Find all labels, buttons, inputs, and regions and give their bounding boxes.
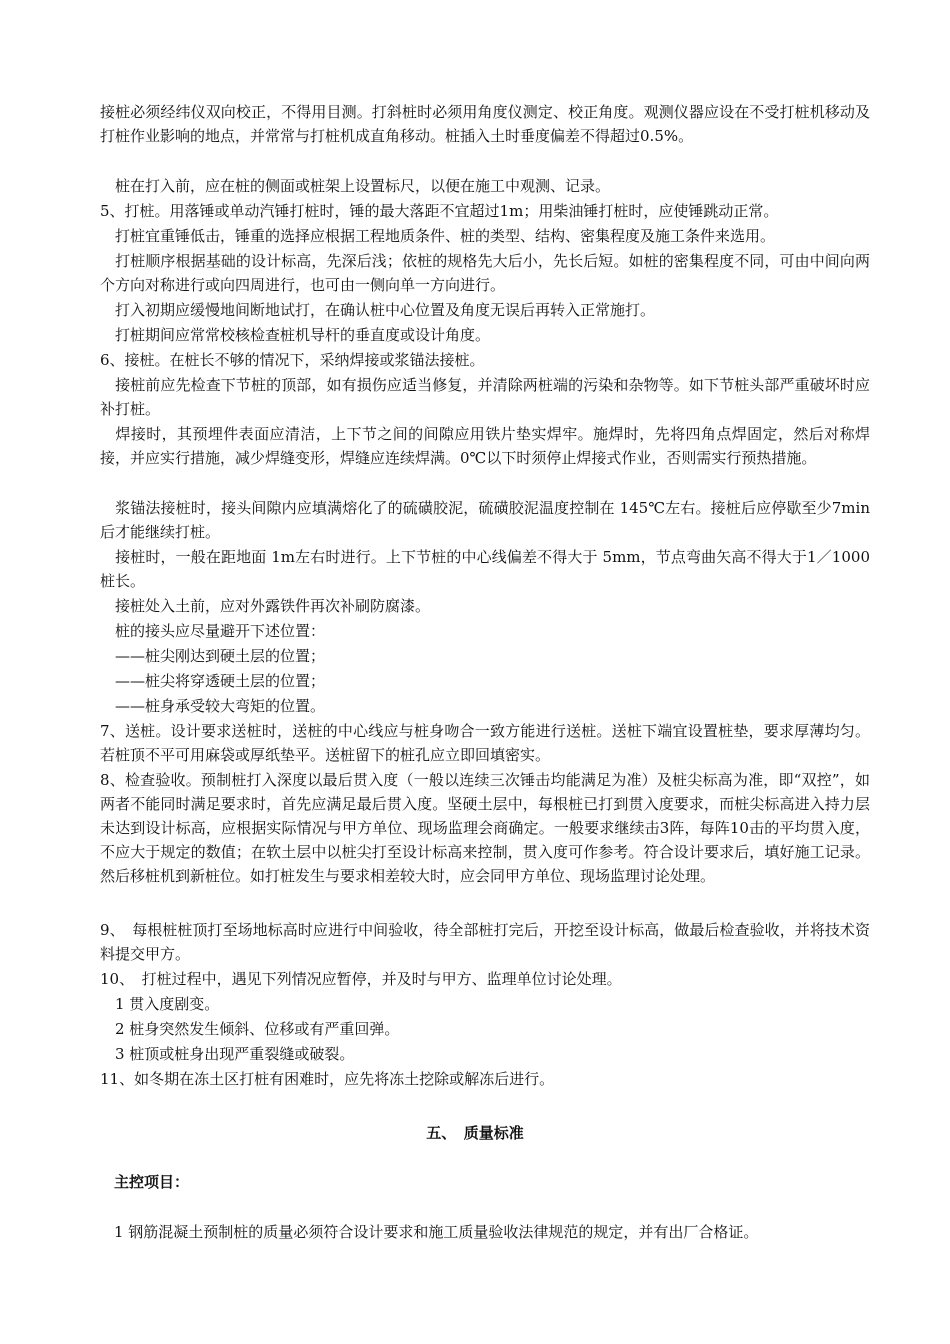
paragraph-22: 1 贯入度剧变。 [100,995,220,1013]
paragraph-13: 接桩处入土前，应对外露铁件再次补刷防腐漆。 [100,597,431,615]
paragraph-21: 10、 打桩过程中，遇见下列情况应暂停，并及时与甲方、监理单位讨论处理。 [100,970,622,988]
paragraph-5: 打桩顺序根据基础的设计标高，先深后浅；依桩的规格先大后小，先长后短。如桩的密集程度不同，可由中间向两个方向对称进行或向四周进行，也可由一侧向单一方向进行。 [100,252,870,294]
paragraph-12: 接桩时，一般在距地面 1m左右时进行。上下节桩的中心线偏差不得大于 5mm，节点弯曲矢高不得大于1／1000桩长。 [100,548,870,590]
paragraph-2: 桩在打入前，应在桩的侧面或桩架上设置标尺，以便在施工中观测、记录。 [100,177,611,195]
paragraph-1: 接桩必须经纬仪双向校正，不得用目测。打斜桩时必须用角度仪测定、校正角度。观测仪器应设在不受打桩机移动及打桩作业影响的地点，并常常与打桩机成直角移动。桩插入土时垂度偏差不得超过0.5%。 [100,103,870,145]
paragraph-11: 浆锚法接桩时，接头间隙内应填满熔化了的硫磺胶泥，硫磺胶泥温度控制在 145℃左右。接桩后应停歇至少7min后才能继续打桩。 [100,499,870,541]
paragraph-19: 8、检查验收。预制桩打入深度以最后贯入度（一般以连续三次锤击均能满足为准）及桩尖标高为准，即“双控”，如两者不能同时满足要求时，首先应满足最后贯入度。坚硬土层中，每根桩已打到贯入度要求，而桩尖标高进入持力层未达到设计标高，应根据实际情况与甲方单位、现场监理会商确定。一般要求继续击3阵，每阵10击的平均贯入度，不应大于规定的数值；在软土层中以桩尖打至设计标高来控制，贯入度可作参考。符合设计要求后，填好施工记录。然后移桩机到新桩位。如打桩发生与要求相差较大时，应会同甲方单位、现场监理讨论处理。 [100,771,870,885]
paragraph-17: ——桩身承受较大弯矩的位置。 [100,697,326,715]
section-heading: 五、 质量标准 [426,1124,524,1142]
paragraph-25: 11、如冬期在冻土区打桩有困难时，应先将冻土挖除或解冻后进行。 [100,1070,555,1088]
paragraph-4: 打桩宜重锤低击，锤重的选择应根据工程地质条件、桩的类型、结构、密集程度及施工条件来选用。 [100,227,776,245]
paragraph-20: 9、 每根桩桩顶打至场地标高时应进行中间验收，待全部桩打完后，开挖至设计标高，做最后检查验收，并将技术资料提交甲方。 [100,921,870,963]
paragraph-18: 7、送桩。设计要求送桩时，送桩的中心线应与桩身吻合一致方能进行送桩。送桩下端宜设置桩垫，要求厚薄均匀。若桩顶不平可用麻袋或厚纸垫平。送桩留下的桩孔应立即回填密实。 [100,722,870,764]
paragraph-7: 打桩期间应常常校核检查桩机导杆的垂直度或设计角度。 [100,326,491,344]
paragraph-14: 桩的接头应尽量避开下述位置： [100,622,326,640]
paragraph-15: ——桩尖刚达到硬土层的位置； [100,647,326,665]
paragraph-6: 打入初期应缓慢地间断地试打，在确认桩中心位置及角度无误后再转入正常施打。 [100,301,656,319]
paragraph-23: 2 桩身突然发生倾斜、位移或有严重回弹。 [100,1020,400,1038]
paragraph-10: 焊接时，其预埋件表面应清洁，上下节之间的间隙应用铁片垫实焊牢。施焊时，先将四角点焊固定，然后对称焊接，并应实行措施，减少焊缝变形，焊缝应连续焊满。0℃以下时须停止焊接式作业，否则需实行预热措施。 [100,425,870,467]
paragraph-16: ——桩尖将穿透硬土层的位置； [100,672,326,690]
final-paragraph: 1 钢筋混凝土预制桩的质量必须符合设计要求和施工质量验收法律规范的规定，并有出厂合格证。 [114,1223,759,1241]
paragraph-9: 接桩前应先检查下节桩的顶部，如有损伤应适当修复，并清除两桩端的污染和杂物等。如下节桩头部严重破坏时应补打桩。 [100,376,870,418]
paragraph-3: 5、打桩。用落锤或单动汽锤打桩时，锤的最大落距不宜超过1m；用柴油锤打桩时，应使锤跳动正常。 [100,202,779,220]
paragraph-24: 3 桩顶或桩身出现严重裂缝或破裂。 [100,1045,355,1063]
paragraph-8: 6、接桩。在桩长不够的情况下，采纳焊接或浆锚法接桩。 [100,351,485,369]
subheading-main-control: 主控项目： [114,1173,190,1191]
